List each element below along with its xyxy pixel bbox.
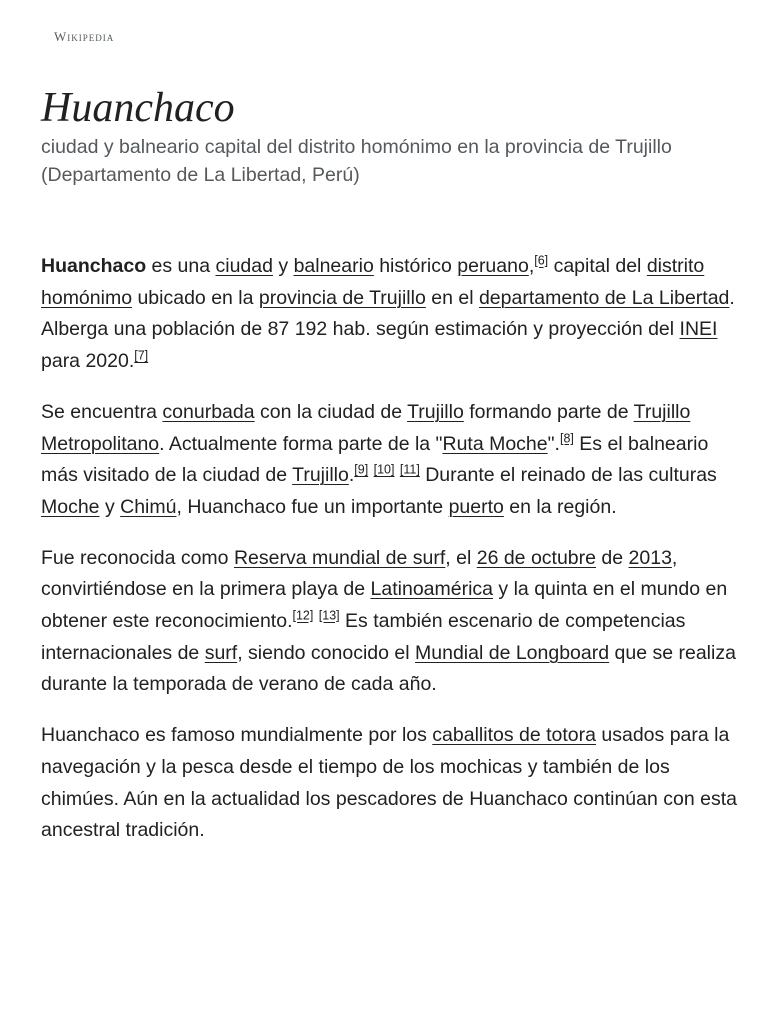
body-text: Durante el reinado de las culturas xyxy=(419,464,717,487)
article-link[interactable]: Chimú xyxy=(120,495,177,518)
body-text: histórico xyxy=(373,255,458,277)
wikipedia-wordmark[interactable]: Wikipedia xyxy=(54,29,115,44)
body-text: Fue reconocida como xyxy=(41,546,234,569)
body-text: Es también escenario de competencias internacionales de xyxy=(41,610,686,664)
citation-link[interactable]: [7] xyxy=(134,348,149,363)
article-link[interactable]: surf xyxy=(204,641,238,664)
article-link[interactable]: peruano xyxy=(457,255,529,277)
article-link[interactable]: Latinoamérica xyxy=(370,578,494,601)
body-text: formando parte de xyxy=(463,400,634,423)
article-link[interactable]: departamento de La Libertad xyxy=(478,286,730,309)
citation-link[interactable]: [8] xyxy=(559,431,574,446)
body-text: de xyxy=(596,546,629,569)
body-text: Se encuentra xyxy=(41,400,163,423)
article-link[interactable]: 26 de octubre xyxy=(476,546,596,569)
body-text: , convirtiéndose en la primera playa de xyxy=(41,546,678,601)
bold-term: Huanchaco xyxy=(41,255,147,277)
body-text: Es el balneario más visitado de la ciudad de xyxy=(41,432,709,487)
body-text: usados para la navegación y la pesca desde el tiempo de los mochicas y también de los chimúes. Aún en la actualidad los pescadores de Huanchaco continúan con esta ancestral tradición. xyxy=(41,724,737,842)
citation-link[interactable]: [13] xyxy=(318,608,340,623)
article-link[interactable]: 2013 xyxy=(628,546,672,569)
body-text: y xyxy=(99,495,121,518)
article-link[interactable]: ciudad xyxy=(215,255,273,277)
citation-link[interactable]: [6] xyxy=(534,253,549,268)
citation-link[interactable]: [11] xyxy=(399,462,420,477)
paragraph xyxy=(41,251,741,378)
paragraph xyxy=(41,720,741,847)
article-link[interactable]: distrito homónimo xyxy=(41,255,705,309)
citation-link[interactable]: [10] xyxy=(373,462,395,477)
article-link[interactable]: balneario xyxy=(293,255,374,277)
paragraph xyxy=(41,397,741,524)
body-text: para 2020. xyxy=(41,350,135,373)
article-link[interactable]: Trujillo Metropolitano xyxy=(41,400,691,455)
paragraph xyxy=(41,543,741,702)
body-text: capital del xyxy=(548,255,647,277)
body-text: y xyxy=(272,255,294,277)
body-text: en el xyxy=(425,286,479,309)
page-subtitle: ciudad y balneario capital del distrito homónimo en la provincia de Trujillo (Departamento de La Libertad, Perú) xyxy=(41,136,672,186)
body-text: con la ciudad de xyxy=(254,400,408,423)
article-link[interactable]: puerto xyxy=(448,495,504,518)
body-text: . xyxy=(348,464,355,487)
body-text: , siendo conocido el xyxy=(237,641,416,664)
article-link[interactable]: provincia de Trujillo xyxy=(258,286,426,309)
article-link[interactable]: INEI xyxy=(679,318,718,341)
article-link[interactable]: Ruta Moche xyxy=(442,432,548,455)
article-link[interactable]: caballitos de totora xyxy=(432,724,596,747)
body-text: , el xyxy=(445,546,477,569)
citation-link[interactable]: [12] xyxy=(292,608,314,623)
body-text: es una xyxy=(146,255,216,277)
body-text: , xyxy=(528,255,535,277)
article-link[interactable]: conurbada xyxy=(162,400,255,423)
body-text: ". xyxy=(547,432,560,455)
article-link[interactable]: Mundial de Longboard xyxy=(415,641,610,664)
site-header xyxy=(54,28,114,46)
body-text: Huanchaco es famoso mundialmente por los xyxy=(41,724,433,747)
body-text: y la quinta en el mundo en obtener este reconocimiento. xyxy=(41,578,728,633)
article-link[interactable]: Moche xyxy=(41,495,100,518)
body-text: en la región. xyxy=(503,495,617,518)
body-text: , Huanchaco fue un importante xyxy=(176,495,449,518)
article-link[interactable]: Trujillo xyxy=(407,400,464,423)
article-link[interactable]: Trujillo xyxy=(292,464,349,487)
article-link[interactable]: Reserva mundial de surf xyxy=(233,546,446,569)
body-text: ubicado en la xyxy=(132,286,259,309)
page-title: Huanchaco xyxy=(41,85,235,131)
citation-link[interactable]: [9] xyxy=(354,462,369,477)
body-text: que se realiza durante la temporada de verano de cada año. xyxy=(41,641,736,696)
article-body xyxy=(41,251,741,866)
body-text: . Alberga una población de 87 192 hab. según estimación y proyección del xyxy=(41,286,735,341)
body-text: . Actualmente forma parte de la " xyxy=(159,432,443,455)
